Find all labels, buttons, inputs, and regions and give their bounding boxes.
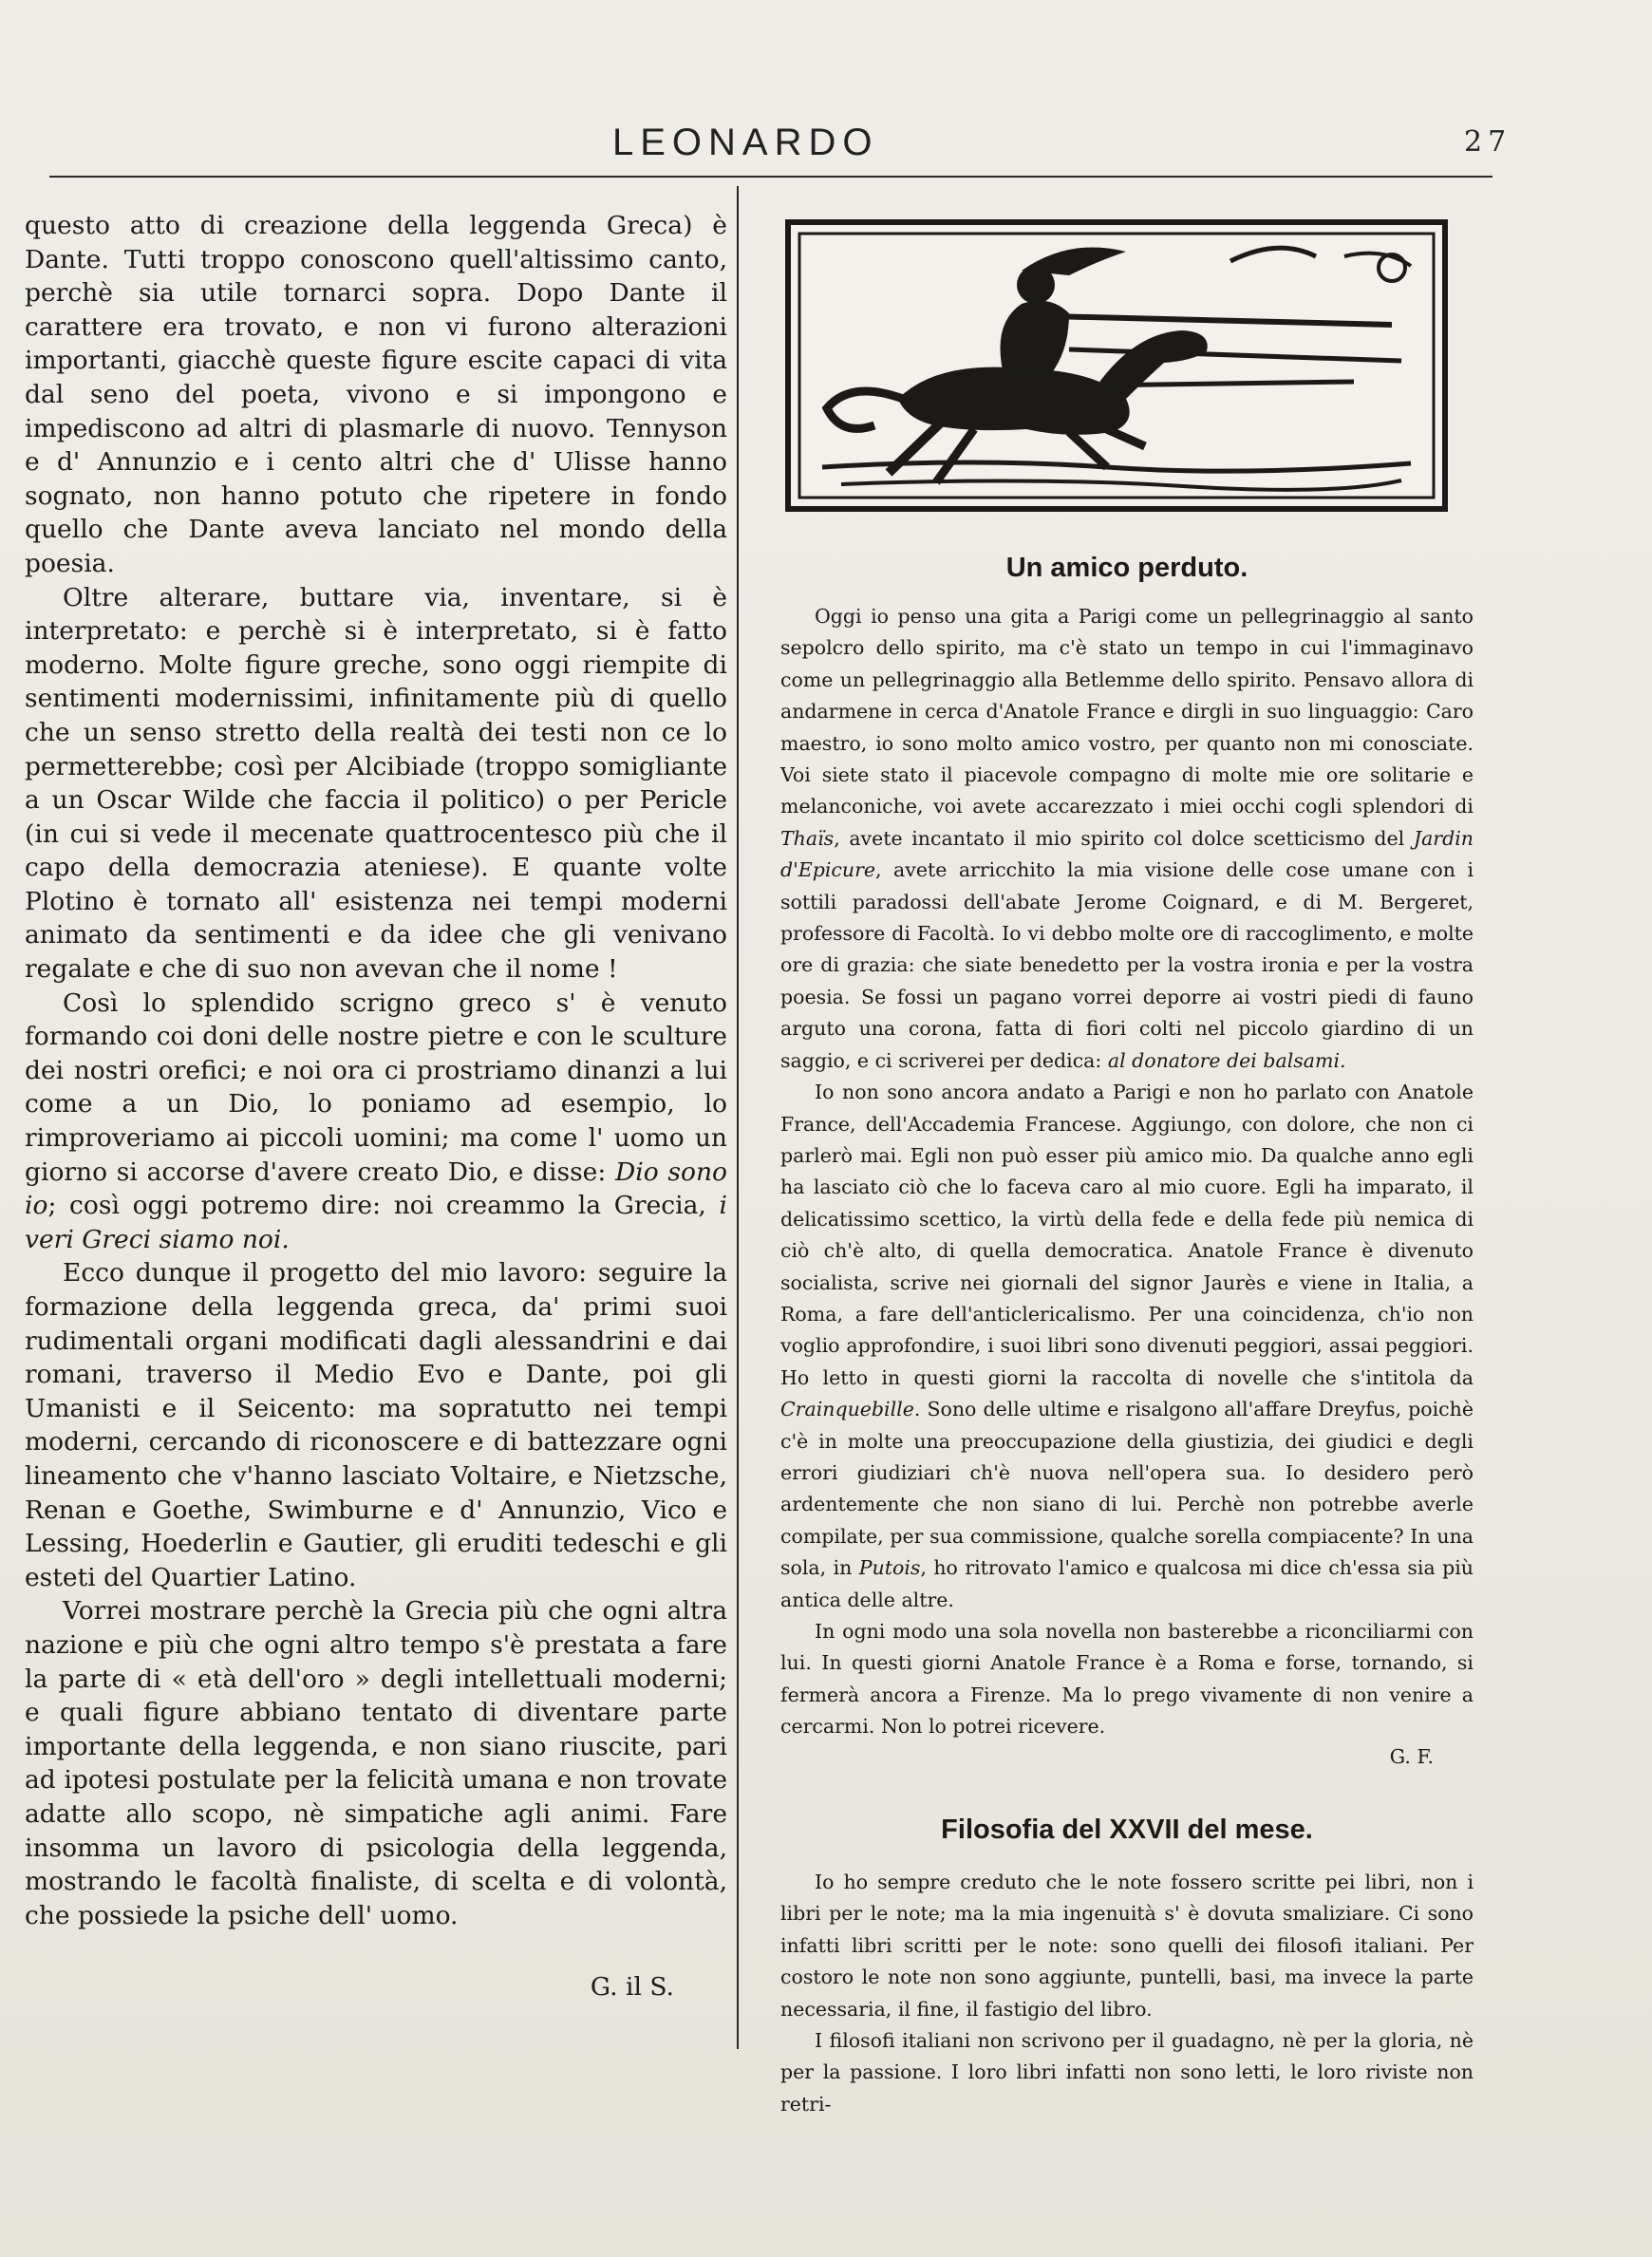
italic-phrase: Jardin d'Epicure [780,826,1474,882]
left-column [25,209,727,2004]
paragraph: Io ho sempre creduto che le note fossero scritte pei libri, non i libri per le note; ma la mia ingenuità s' è dovuta smaliziare. Ci sono infatti libri scritti per le note: sono quelli dei filosofi italiani. Per costoro le note non sono aggiunte, puntelli, basi, ma invece la parte necessaria, il fine, il fastigio del libro. [780,1871,1474,2021]
paragraph [780,601,1474,1077]
paragraph: questo atto di creazione della leggenda Greca) è Dante. Tutti troppo conoscono quell'altissimo canto, perchè sia utile tornarci sopra. Dopo Dante il carattere era trovato, e non vi furono alterazioni importanti, giacchè queste figure escite capaci di vita dal seno del poeta, vivono e si impongono e impediscono ad altri di plasmarle di nuovo. Tennyson e d' Annunzio e i cento altri che d' Ulisse hanno sognato, non hanno potuto che ripetere in fondo quello che Dante aveva lanciato nel mondo della poesia. [25,211,727,578]
italic-phrase: Thaïs [780,826,835,850]
text-run: ; così oggi potremo dire: noi creammo la Grecia, [47,1191,706,1221]
article-body [780,601,1474,1773]
text-run: . Sono delle ultime e risalgono all'affare Dreyfus, poichè c'è in molte una preoccupazione della giustizia, dei giudici e degli errori giudiziari ch'è nuova nell'opera sua. Io desidero però ardentemente che non siano di lui. Perchè non potrebbe averle compilate, per sua commissione, qualche sorella compiacente? In una sola, in [780,1398,1474,1580]
running-header [0,122,1652,169]
right-column [780,218,1474,2120]
paragraph: Ecco dunque il progetto del mio lavoro: seguire la formazione della leggenda greca, da' primi suoi rudimentali organi modificati dagli alessandrini e dai romani, traverso il Medio Evo e Dante, poi gli Umanisti e il Seicento: ma sopratutto nei tempi moderni, cercando di riconoscere e di battezzare ogni lineamento che v'hanno lasciato Voltaire, e Nietzsche, Renan e Goethe, Swimburne e d' Annunzio, Vico e Lessing, Hoederlin e Gautier, gli eruditi tedeschi e gli esteti del Quartier Latino. [25,1258,727,1592]
paragraph: I filosofi italiani non scrivono per il guadagno, nè per la gloria, nè per la passione. I loro libri infatti non sono letti, le loro riviste non retri- [780,2029,1474,2116]
article-title: Un amico perduto. [1005,553,1248,583]
text-run: , avete incantato il mio spirito col dolce scetticismo del [834,826,1405,850]
column-rule [737,186,739,2049]
paragraph: In ogni modo una sola novella non basterebbe a riconciliarmi con lui. In questi giorni Anatole France è a Roma e forse, tornando, si fermerà ancora a Firenze. Ma lo prego vivamente di non venire a cercarmi. Non lo potrei ricevere. [780,1620,1474,1739]
paragraph [25,987,727,1257]
text-run: , ho ritrovato l'amico e qualcosa mi dice ch'essa sia più antica delle altre. [780,1556,1474,1611]
page-number: 27 [1464,125,1512,159]
author-signature: G. il S. [590,1972,674,2003]
italic-phrase: Crainquebille [780,1398,914,1421]
paragraph: Vorrei mostrare perchè la Grecia più che ogni altra nazione e più che ogni altro tempo s'è prestata a fare la parte di « età dell'oro » degli intellettuali moderni; e quali figure abbiano tentato di diventare parte importante della leggenda, e non siano riuscite, pari ad ipotesi postulate per la felicità umana e non trovate adatte allo scopo, nè simpatiche agli animi. Fare insomma un lavoro di psicologia della leggenda, mostrando le facoltà finaliste, di scelta e di volontà, che possiede la psiche dell' uomo. [25,1596,727,1930]
italic-phrase: i veri Greci siamo noi. [25,1191,727,1254]
knight-on-horse-image [784,218,1449,513]
paragraph [780,1077,1474,1616]
text-run: Così lo splendido scrigno greco s' è venuto formando coi doni delle nostre pietre e con le sculture dei nostri orefici; e noi ora ci prostriamo dinanzi a lui come a un Dio, lo poniamo ad esempio, lo rimproveriamo ai piccoli uomini; ma come l' uomo un giorno si accorse d'avere creato Dio, e disse: [25,987,727,1187]
author-signature: G. F. [1389,1744,1434,1768]
text-run: Io non sono ancora andato a Parigi e non ho parlato con Anatole France, dell'Accademia Francese. Aggiungo, con dolore, che non ci parlerò mai. Egli non può esser più amico mio. Da qualche anno egli ha lasciato ciò che lo faceva caro al mio cuore. Egli ha imparato, il delicatissimo scettico, la virtù della fede e della fede più nemica di ciò ch'è alto, di quella democratica. Anatole France è divenuto socialista, scrive nei giornali del signor Jaurès e viene in Italia, a Roma, a fare dell'anticlericalismo. Per una coincidenza, ch'io non voglio approfondire, i suoi libri sono divenuti peggiori, assai peggiori. Ho letto in questi giorni la raccolta di novelle che s'intitola da [780,1081,1474,1389]
article-body [780,1867,1474,2120]
article-title: Filosofia del XXVII del mese. [941,1815,1313,1846]
woodcut-illustration [784,218,1449,513]
text-run: Oggi io penso una gita a Parigi come un pellegrinaggio al santo sepolcro dello spirito, ma c'è stato un tempo in cui l'immaginavo come un pellegrinaggio alla Betlemme dello spirito. Pensavo allora di andarmene in cerca d'Anatole France e dirgli in suo linguaggio: Caro maestro, io sono molto amico vostro, per quanto non mi conosciate. Voi siete stato il piacevole compagno di molte mie ore solitarie e melanconiche, voi avete accarezzato i miei occhi cogli splendori di [780,605,1474,818]
paragraph: Oltre alterare, buttare via, inventare, si è interpretato: e perchè si è interpretato, si è fatto moderno. Molte figure greche, sono oggi riempite di sentimenti modernissimi, infinitamente più di quello che un senso stretto della realtà dei testi non ce lo permetterebbe; così per Alcibiade (troppo somigliante a un Oscar Wilde che faccia il politico) o per Pericle (in cui si vede il mecenate quattrocentesco più che il capo della democrazia ateniese). E quante volte Plotino è tornato all' esistenza nei tempi moderni animato da sentimenti e da idee che gli venivano regalate e che di suo non avevan che il nome ! [25,582,727,985]
journal-title: LEONARDO [612,122,879,163]
italic-phrase: al donatore dei balsami. [1107,1048,1346,1072]
italic-phrase: Putois [858,1556,921,1580]
header-rule [49,176,1492,178]
italic-phrase: Dio sono io [25,1157,727,1221]
text-run: , avete arricchito la mia visione delle cose umane con i sottili paradossi dell'abate Jerome Coignard, e di M. Bergeret, professore di Facoltà. Io vi debbo molte ore di raccoglimento, e molte ore di grazia: che siate benedetto per la vostra ironia e per la vostra poesia. Se fossi un pagano vorrei deporre ai vostri piedi di fauno arguto una corona, fatta di fiori colti nel piccolo giardino di un saggio, e ci scriverei per dedica: [780,858,1474,1072]
